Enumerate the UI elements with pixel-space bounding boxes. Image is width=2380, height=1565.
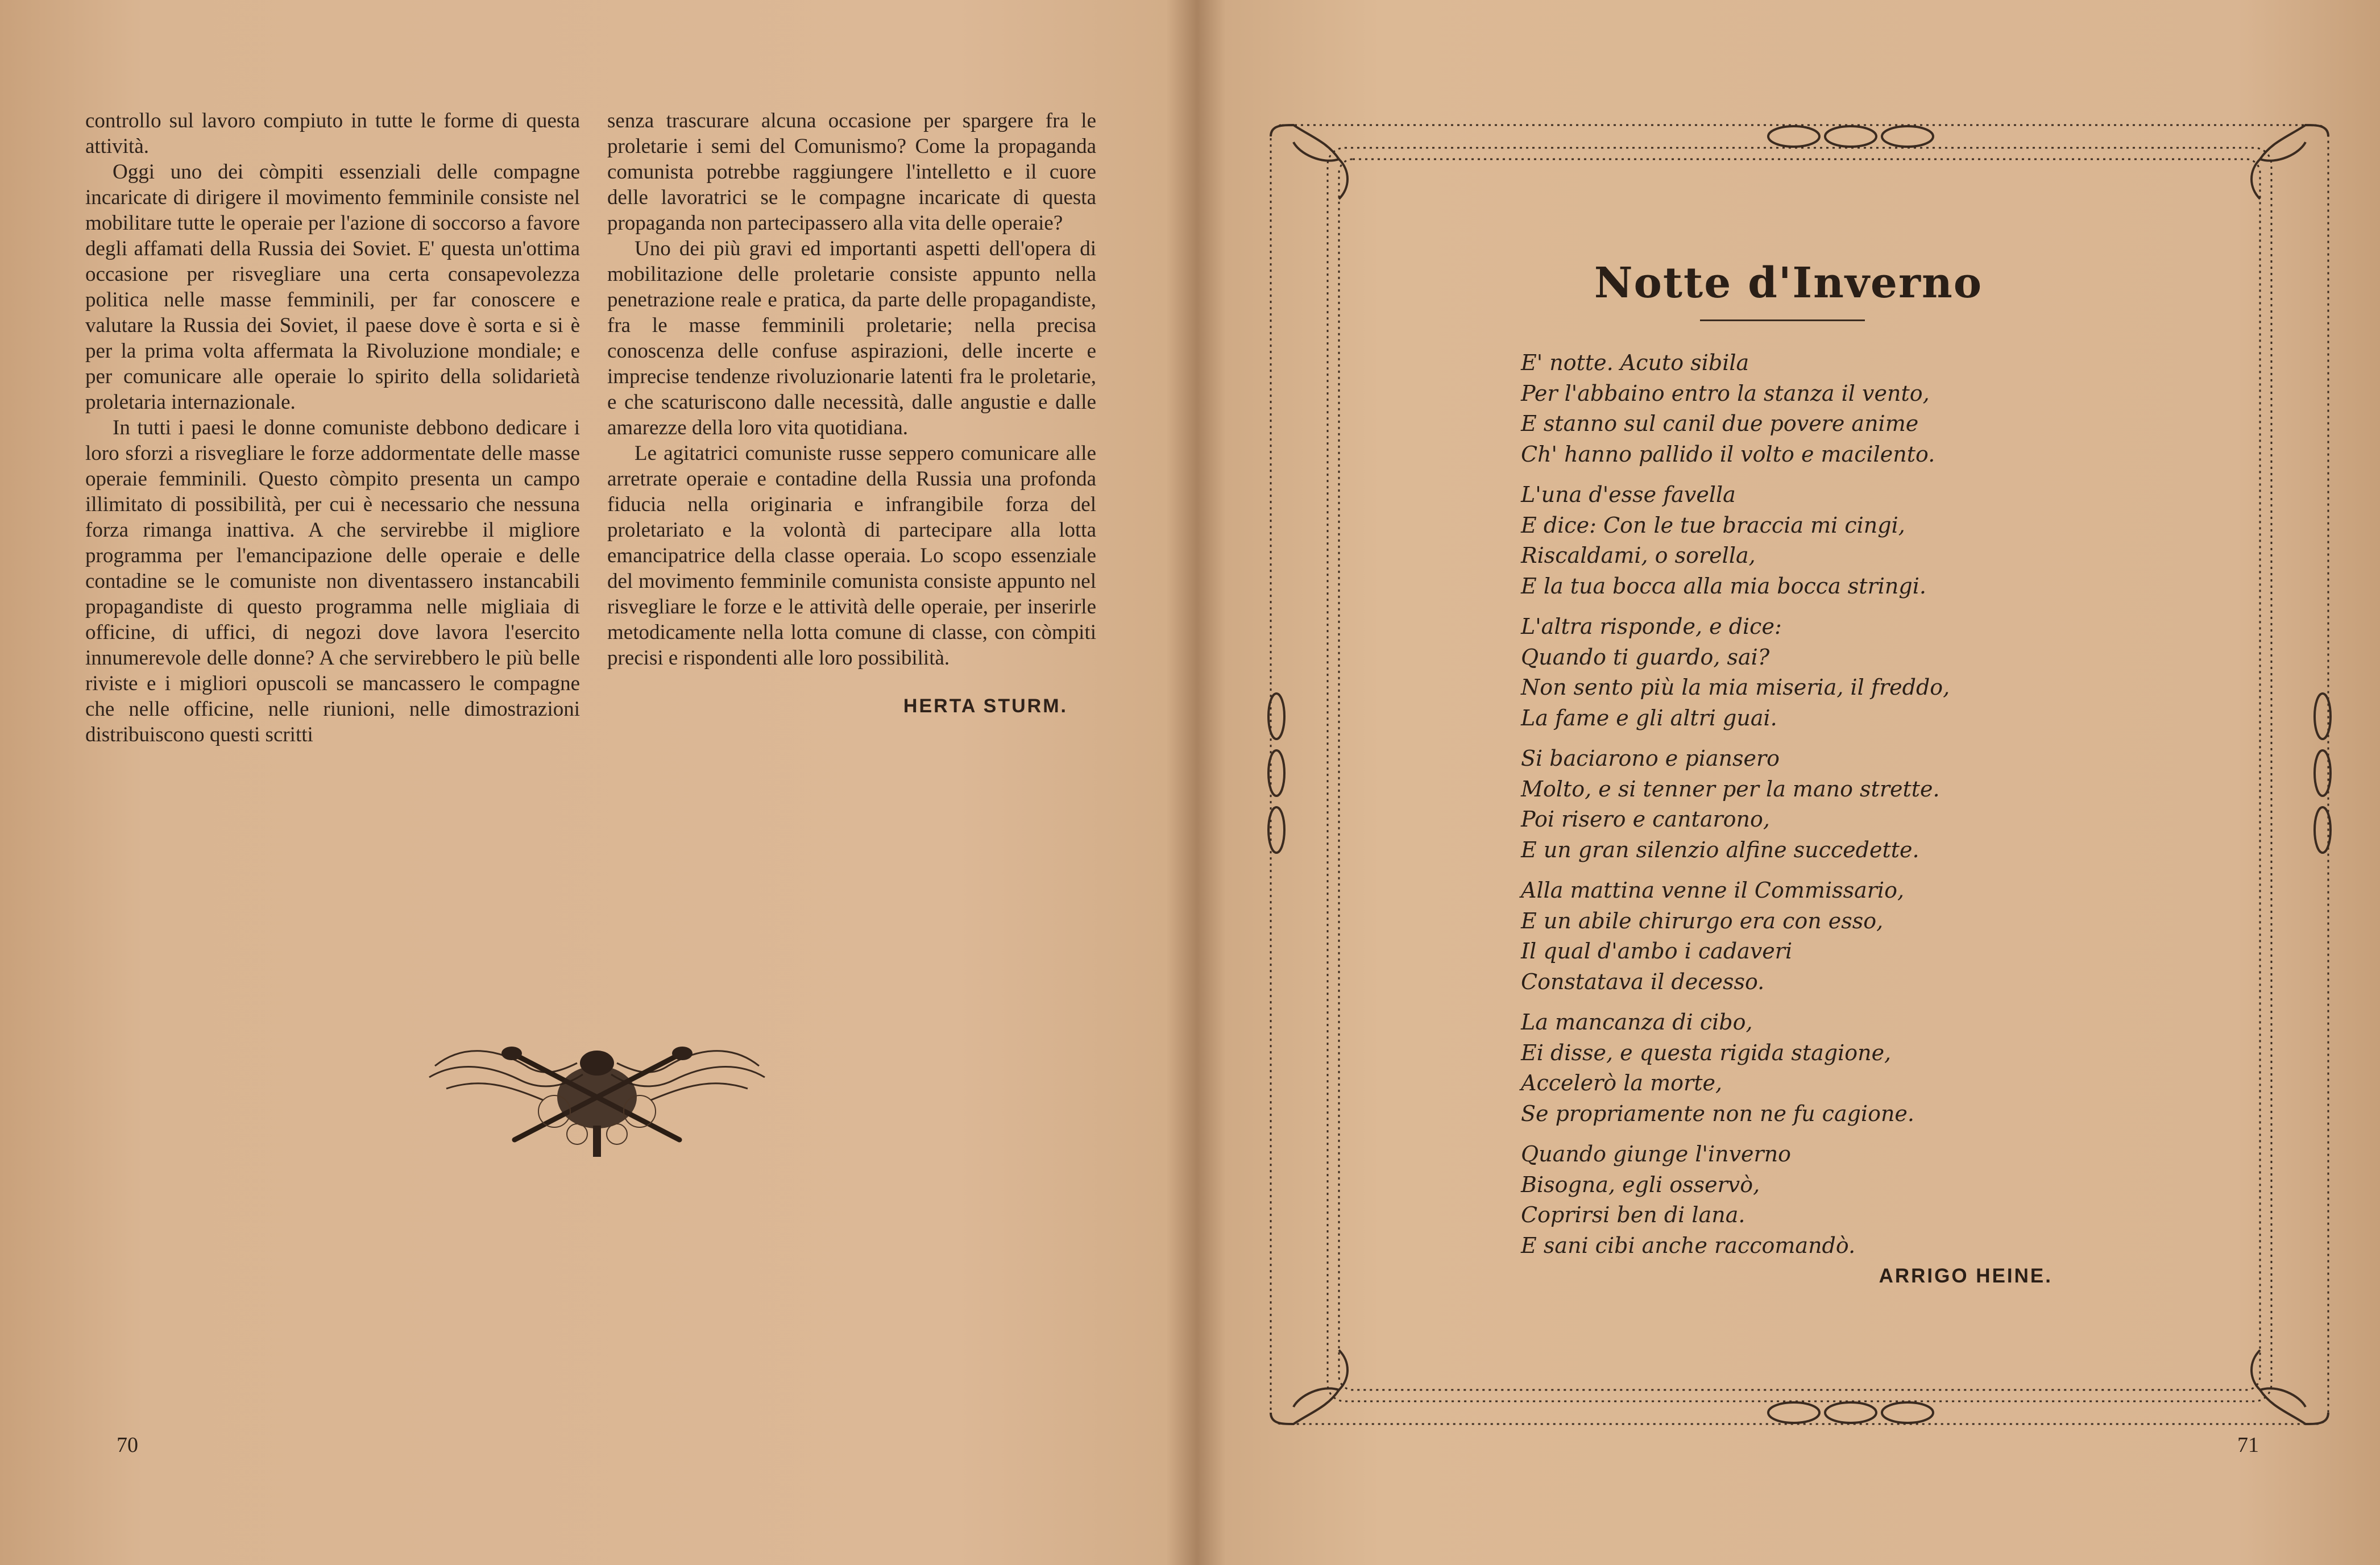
article-paragraph: senza trascurare alcuna occasione per spargere fra le proletarie i semi del Comunismo? Come la propaganda comunista potrebbe raggiungere l'intelletto e il cuore delle lavoratrici se le compagne incaricate di questa propaganda non partecipassero alla vita delle operaie?: [607, 109, 1096, 235]
poem-line: Constatava il decesso.: [1521, 969, 1765, 994]
poem-stanza: [1521, 1007, 2089, 1129]
page-number-left: 70: [117, 1433, 138, 1457]
poem-stanza: [1521, 348, 2089, 470]
poem-line: Coprirsi ben di lana.: [1521, 1202, 1745, 1227]
poem-line: E' notte. Acuto sibila: [1521, 350, 1749, 375]
poem-line: Si baciarono e piansero: [1521, 746, 1780, 771]
left-page: [0, 0, 1183, 1565]
article-signature: HERTA STURM.: [903, 695, 1068, 717]
poem-line: Quando ti guardo, sai?: [1521, 644, 1770, 670]
poem-line: Quando giunge l'inverno: [1521, 1141, 1792, 1167]
poem-line: E un abile chirurgo era con esso,: [1521, 908, 1884, 933]
text-column-1: [85, 108, 580, 748]
poem-line: Riscaldami, o sorella,: [1521, 543, 1756, 568]
article-paragraph: Uno dei più gravi ed importanti aspetti dell'opera di mobilitazione delle proletarie consiste appunto nella penetrazione reale e pratica, da parte delle propagandiste, fra le masse femminili proletarie; nella precisa conoscenza delle confuse aspirazioni, delle incerte e imprecise tendenze rivoluzionarie latenti fra le proletarie, e che scaturiscono dalle necessità, dalle angustie e dalle amarezze della loro vita quotidiana.: [607, 237, 1096, 439]
title-underline: [1700, 319, 1865, 321]
poem-stanza: [1521, 480, 2089, 601]
text-column-2: [607, 108, 1096, 719]
poem-stanza: [1521, 875, 2089, 997]
poem-line: La fame e gli altri guai.: [1521, 705, 1777, 730]
poem-line: E un gran silenzio alfine succedette.: [1521, 837, 1919, 862]
poem-line: E stanno sul canil due povere anime: [1521, 411, 1919, 436]
poem-line: Non sento più la mia miseria, il freddo,: [1521, 675, 1950, 700]
poem-line: Bisogna, egli osservò,: [1521, 1172, 1760, 1197]
poem-stanza: [1521, 1139, 2089, 1261]
poem-line: Ei disse, e questa rigida stagione,: [1521, 1040, 1892, 1065]
poem-line: Il qual d'ambo i cadaveri: [1521, 939, 1793, 964]
poem-line: Ch' hanno pallido il volto e macilento.: [1521, 441, 1935, 467]
poem-line: Per l'abbaino entro la stanza il vento,: [1521, 380, 1930, 406]
poem-line: Accelerò la morte,: [1521, 1070, 1723, 1095]
poem-stanza: [1521, 612, 2089, 733]
poem-title: Notte d'Inverno: [1594, 259, 1983, 308]
poem-line: L'una d'esse favella: [1521, 482, 1736, 507]
right-page: [1197, 0, 2380, 1565]
crossed-torches-ornament: [412, 1032, 782, 1163]
poem-line: Se propriamente non ne fu cagione.: [1521, 1101, 1914, 1126]
poem-line: L'altra risponde, e dice:: [1521, 614, 1782, 639]
poem-line: La mancanza di cibo,: [1521, 1010, 1753, 1035]
poem-line: E la tua bocca alla mia bocca stringi.: [1521, 573, 1926, 599]
poem-line: Molto, e si tenner per la mano strette.: [1521, 776, 1940, 802]
poem-author: ARRIGO HEINE.: [1879, 1265, 2053, 1287]
poem-line: Alla mattina venne il Commissario,: [1521, 878, 1905, 903]
poem-body: [1521, 348, 2089, 1271]
poem-line: Poi risero e cantarono,: [1521, 807, 1770, 832]
poem-line: E sani cibi anche raccomandò.: [1521, 1232, 1856, 1258]
article-paragraph: In tutti i paesi le donne comuniste debbono dedicare i loro sforzi a risvegliare le forze addormentate delle masse operaie femminili. Questo còmpito presenta un campo illimitato di possibilità, per cui è necessario che nessuna forza rimanga inattiva. A che servirebbe il migliore programma per l'emancipazione delle operaie e delle contadine se le comuniste non diventassero instancabili propagandiste di questo programma nelle migliaia di officine, di uffici, di negozi dove lavora l'esercito innumerevole delle donne? A che servirebbero le più belle riviste e i migliori opuscoli se mancassero le compagne che nelle officine, nelle riunioni, nelle dimostrazioni distribuiscono questi scritti: [85, 416, 580, 746]
article-paragraph: Le agitatrici comuniste russe seppero comunicare alle arretrate operaie e contadine della Russia una profonda fiducia nella originaria e infrangibile forza del proletariato e la volontà di partecipare alla lotta emancipatrice della classe operaia. Lo scopo essenziale del movimento femminile comunista consiste appunto nel risvegliare le forze e le attività delle operaie, per inserirle metodicamente nella lotta comune di classe, con còmpiti precisi e rispondenti alle loro possibilità.: [607, 442, 1096, 670]
poem-line: E dice: Con le tue braccia mi cingi,: [1521, 512, 1905, 538]
article-paragraph: controllo sul lavoro compiuto in tutte le forme di questa attività.: [85, 109, 580, 158]
page-number-right: 71: [2237, 1433, 2259, 1457]
article-paragraph: Oggi uno dei còmpiti essenziali delle compagne incaricate di dirigere il movimento femminile consiste nel mobilitare tutte le operaie per l'azione di soccorso a favore degli affamati della Russia dei Soviet. E' questa un'ottima occasione per risvegliare una certa consapevolezza politica nelle masse femminili, per far conoscere e valutare la Russia dei Soviet, il paese dove è sorta e si è per la prima volta affermata la Rivoluzione mondiale; e per comunicare alle operaie lo spirito della solidarietà proletaria internazionale.: [85, 160, 580, 414]
poem-stanza: [1521, 744, 2089, 865]
